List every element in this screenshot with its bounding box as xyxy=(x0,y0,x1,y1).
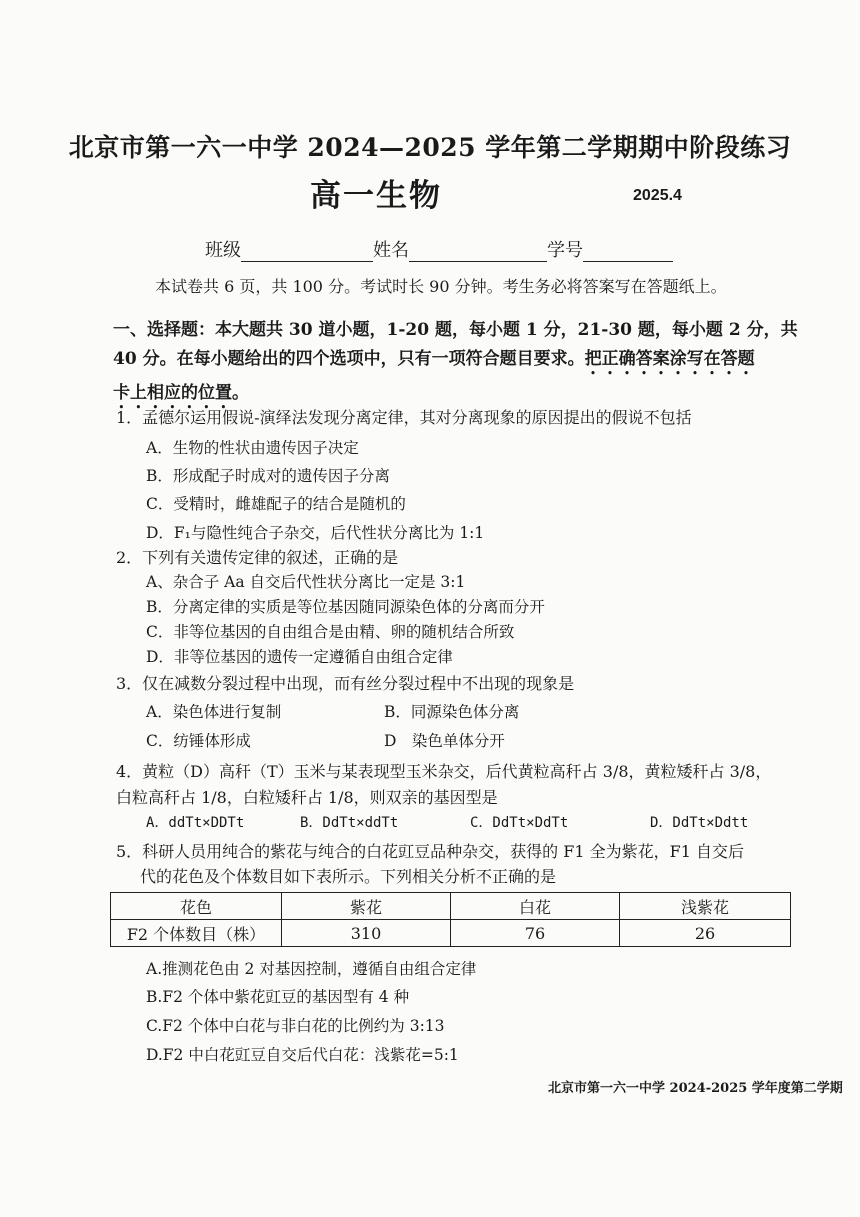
section-line3-end: 。 xyxy=(232,383,249,403)
q5-option-b[interactable]: B.F2 个体中紫花豇豆的基因型有 4 种 xyxy=(146,988,410,1006)
q5-option-a[interactable]: A.推测花色由 2 对基因控制，遵循自由组合定律 xyxy=(146,960,477,978)
q3-option-b[interactable]: B．同源染色体分离 xyxy=(384,703,520,721)
student-info-fields xyxy=(205,236,673,262)
section-instructions xyxy=(113,316,798,413)
table-cell: 26 xyxy=(620,920,791,947)
name-label: 姓名 xyxy=(373,240,409,261)
exam-notice: 本试卷共 6 页，共 100 分。考试时长 90 分钟。考生务必将答案写在答题纸上。 xyxy=(155,277,727,296)
question-5-stem: 5．科研人员用纯合的紫花与纯合的白花豇豆品种杂交，获得的 F1 全为紫花，F1 自交后 xyxy=(116,842,745,861)
name-blank[interactable] xyxy=(409,243,547,262)
class-blank[interactable] xyxy=(241,243,373,262)
table-header-row xyxy=(111,893,791,920)
q3-option-c[interactable]: C．纺锤体形成 xyxy=(146,732,251,750)
subject-title: 高一生物 xyxy=(310,178,442,214)
section-heading: 一、选择题：本大题共 30 道小题，1-20 题，每小题 1 分，21-30 题，每小题 2 分，共 xyxy=(113,320,798,340)
q4-option-c[interactable]: C．DdTt×DdTt xyxy=(470,815,569,831)
q2-option-a[interactable]: A、杂合子 Aa 自交后代性状分离比一定是 3:1 xyxy=(146,573,466,591)
q3-option-d[interactable]: D 染色单体分开 xyxy=(384,732,505,750)
table-cell: F2 个体数目（株） xyxy=(111,920,282,947)
q1-option-d[interactable]: D．F₁与隐性纯合子杂交，后代性状分离比为 1:1 xyxy=(146,524,485,542)
table-cell: 76 xyxy=(451,920,620,947)
section-emphasis-1: 把正确答案涂写在答题 xyxy=(584,349,755,369)
page-footer: 北京市第一六一中学 2024-2025 学年度第二学期 xyxy=(548,1081,843,1096)
question-4-stem: 4．黄粒（D）高秆（T）玉米与某表现型玉米杂交，后代黄粒高秆占 3/8，黄粒矮秆占 3/8， xyxy=(116,762,772,781)
q1-option-b[interactable]: B．形成配子时成对的遗传因子分离 xyxy=(146,467,390,485)
q2-option-b[interactable]: B．分离定律的实质是等位基因随同源染色体的分离而分开 xyxy=(146,598,545,616)
table-header-cell: 浅紫花 xyxy=(620,893,791,920)
table-header-cell: 紫花 xyxy=(282,893,451,920)
section-emphasis-2: 卡上相应的位置 xyxy=(113,383,232,403)
table-header-cell: 白花 xyxy=(451,893,620,920)
q2-option-d[interactable]: D．非等位基因的遗传一定遵循自由组合定律 xyxy=(146,648,453,666)
question-4-stem-line2: 白粒高秆占 1/8，白粒矮秆占 1/8，则双亲的基因型是 xyxy=(116,788,498,807)
question-3-stem: 3．仅在减数分裂过程中出现，而有丝分裂过程中不出现的现象是 xyxy=(116,674,575,693)
f2-phenotype-table xyxy=(110,892,791,947)
q3-option-a[interactable]: A．染色体进行复制 xyxy=(146,703,282,721)
table-cell: 310 xyxy=(282,920,451,947)
exam-date: 2025.4 xyxy=(633,187,682,204)
class-label: 班级 xyxy=(205,240,241,261)
q4-option-b[interactable]: B．DdTt×ddTt xyxy=(300,815,399,831)
student-id-blank[interactable] xyxy=(583,243,673,262)
q4-option-a[interactable]: A．ddTt×DDTt xyxy=(146,815,245,831)
q4-option-d[interactable]: D．DdTt×Ddtt xyxy=(650,815,749,831)
question-2-stem: 2．下列有关遗传定律的叙述，正确的是 xyxy=(116,548,399,567)
student-id-label: 学号 xyxy=(547,240,583,261)
question-5-stem-line2: 代的花色及个体数目如下表所示。下列相关分析不正确的是 xyxy=(140,867,557,886)
table-header-cell: 花色 xyxy=(111,893,282,920)
q1-option-a[interactable]: A．生物的性状由遗传因子决定 xyxy=(146,439,359,457)
section-line2: 40 分。在每小题给出的四个选项中，只有一项符合题目要求。 xyxy=(113,349,585,369)
table-row xyxy=(111,920,791,947)
q5-option-c[interactable]: C.F2 个体中白花与非白花的比例约为 3:13 xyxy=(146,1017,445,1035)
question-1-stem: 1．孟德尔运用假说-演绎法发现分离定律，其对分离现象的原因提出的假说不包括 xyxy=(116,408,692,427)
q2-option-c[interactable]: C．非等位基因的自由组合是由精、卵的随机结合所致 xyxy=(146,623,515,641)
q1-option-c[interactable]: C．受精时，雌雄配子的结合是随机的 xyxy=(146,495,406,513)
exam-title: 北京市第一六一中学 2024—2025 学年第二学期期中阶段练习 xyxy=(68,133,792,162)
q5-option-d[interactable]: D.F2 中白花豇豆自交后代白花：浅紫花=5:1 xyxy=(146,1046,459,1064)
